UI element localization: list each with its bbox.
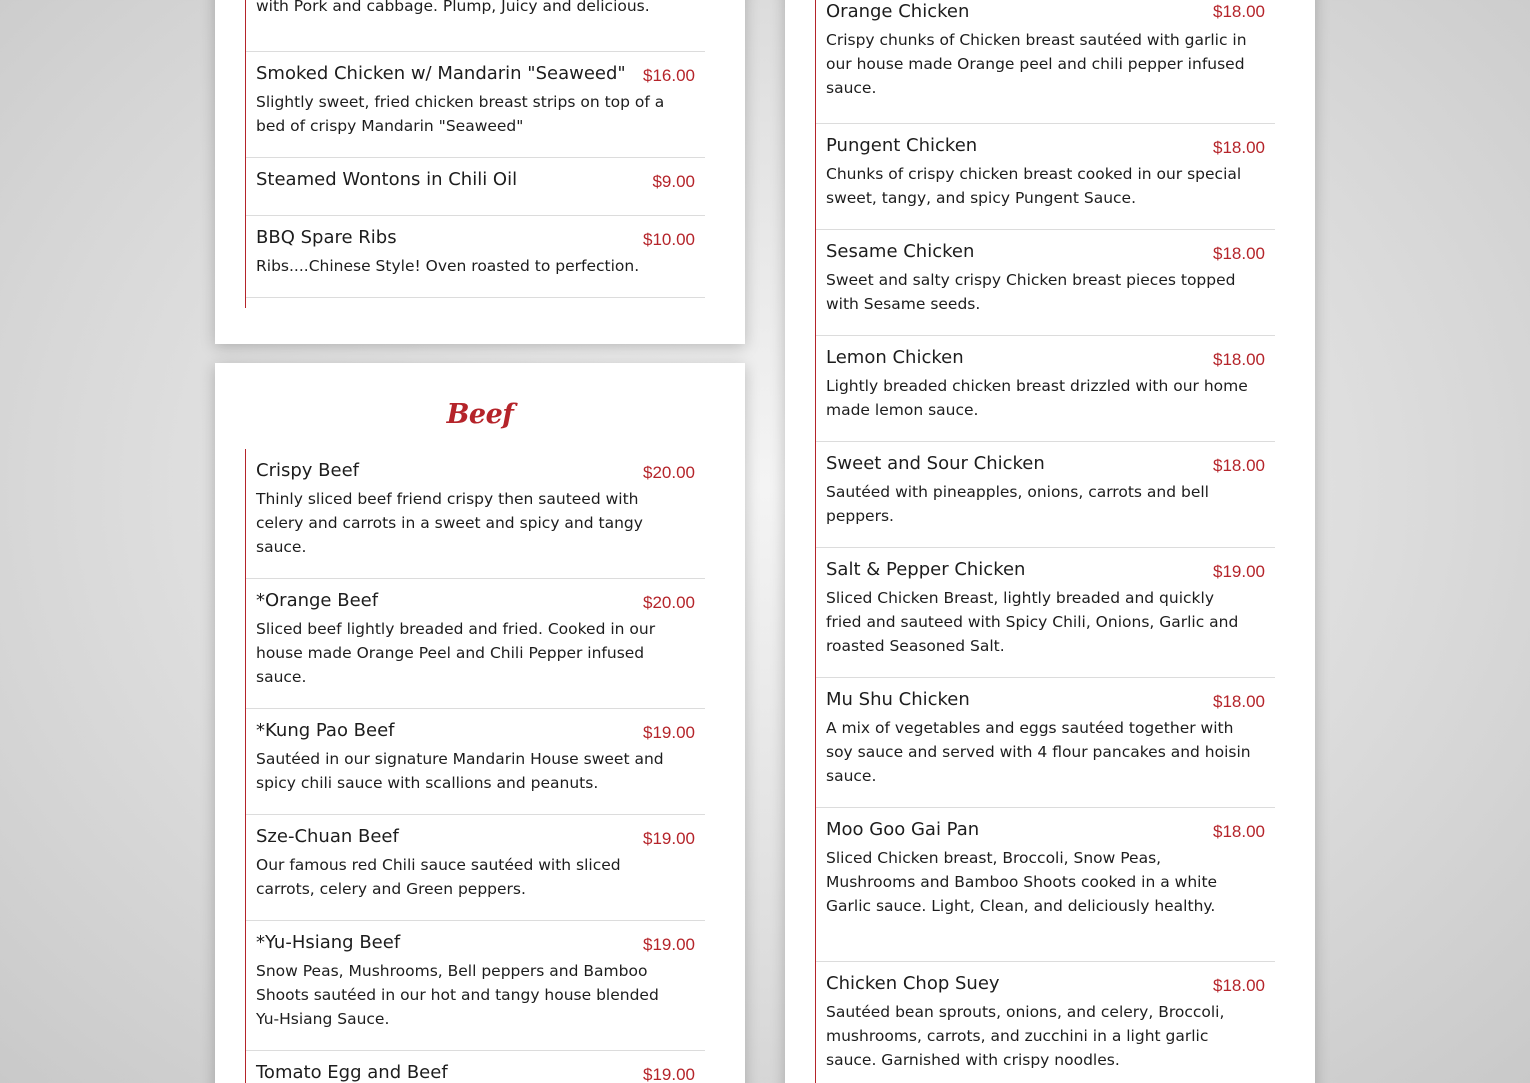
item-price: $9.00: [652, 172, 695, 191]
menu-item: [816, 962, 1275, 1083]
item-price: $19.00: [1213, 562, 1265, 581]
item-price: $19.00: [643, 829, 695, 848]
item-name: Steamed Wontons in Chili Oil: [256, 169, 518, 190]
item-name: Crispy Beef: [256, 460, 359, 481]
item-name: Orange Chicken: [826, 1, 970, 22]
item-description: Sweet and salty crispy Chicken breast pieces topped with Sesame seeds.: [826, 271, 1236, 313]
appetizers-card: [215, 0, 745, 344]
item-description: Ribs....Chinese Style! Oven roasted to perfection.: [256, 257, 640, 275]
menu-item: [816, 808, 1275, 962]
section-title-beef: Beef: [446, 399, 514, 430]
menu-item: [246, 216, 705, 298]
menu-item: [246, 158, 705, 216]
menu-item: [816, 442, 1275, 548]
item-description: Sautéed bean sprouts, onions, and celery, Broccoli, mushrooms, carrots, and zucchini in a light garlic sauce. Garnished with crispy noodles.: [826, 1003, 1225, 1069]
item-name: Smoked Chicken w/ Mandarin "Seaweed": [256, 63, 626, 84]
item-description: Thinly sliced beef friend crispy then sauteed with celery and carrots in a sweet and spicy and tangy sauce.: [256, 490, 643, 556]
item-name: Moo Goo Gai Pan: [826, 819, 980, 840]
item-name: Sweet and Sour Chicken: [826, 453, 1045, 474]
item-price: $18.00: [1213, 976, 1265, 995]
item-price: $16.00: [643, 66, 695, 85]
item-price: $10.00: [643, 230, 695, 249]
item-description: with Pork and cabbage. Plump, Juicy and delicious.: [256, 0, 650, 15]
item-description: Sliced beef lightly breaded and fried. Cooked in our house made Orange Peel and Chili Pepper infused sauce.: [256, 620, 656, 686]
item-name: Tomato Egg and Beef: [256, 1062, 448, 1083]
list-end-spacer: [246, 298, 705, 308]
item-description: Sliced Chicken Breast, lightly breaded and quickly fried and sauteed with Spicy Chili, Onions, Garlic and roasted Seasoned Salt.: [826, 589, 1239, 655]
item-price: $18.00: [1213, 456, 1265, 475]
item-name: BBQ Spare Ribs: [256, 227, 397, 248]
item-description: Sautéed in our signature Mandarin House sweet and spicy chili sauce with scallions and peanuts.: [256, 750, 664, 792]
item-name: Pungent Chicken: [826, 135, 978, 156]
menu-item: [246, 709, 705, 815]
item-description: Lightly breaded chicken breast drizzled with our home made lemon sauce.: [826, 377, 1248, 419]
chicken-card: [785, 0, 1315, 1083]
item-name: Lemon Chicken: [826, 347, 964, 368]
menu-item: [246, 0, 705, 52]
item-description: Sautéed with pineapples, onions, carrots and bell peppers.: [826, 483, 1209, 525]
menu-item: [246, 52, 705, 158]
item-price: $20.00: [643, 463, 695, 482]
item-price: $18.00: [1213, 2, 1265, 21]
item-name: Mu Shu Chicken: [826, 689, 970, 710]
menu-item: [816, 678, 1275, 808]
menu-item: [246, 579, 705, 709]
menu-item: [816, 548, 1275, 678]
item-name: *Kung Pao Beef: [256, 720, 395, 741]
menu-item: [246, 921, 705, 1051]
menu-item: [246, 1051, 705, 1083]
menu-item: [246, 815, 705, 921]
chicken-list: [815, 0, 1275, 1083]
menu-item: [816, 124, 1275, 230]
item-price: $19.00: [643, 1065, 695, 1083]
item-name: Salt & Pepper Chicken: [826, 559, 1026, 580]
beef-card: [215, 363, 745, 1083]
item-price: $18.00: [1213, 244, 1265, 263]
item-description: Crispy chunks of Chicken breast sautéed with garlic in our house made Orange peel and chili pepper infused sauce.: [826, 31, 1247, 97]
menu-item: [816, 0, 1275, 124]
menu-item: [246, 449, 705, 579]
item-price: $18.00: [1213, 350, 1265, 369]
item-description: Slightly sweet, fried chicken breast strips on top of a bed of crispy Mandarin "Seaweed": [256, 93, 665, 135]
item-price: $19.00: [643, 935, 695, 954]
menu-item: [816, 230, 1275, 336]
item-price: $19.00: [643, 723, 695, 742]
item-name: Sze-Chuan Beef: [256, 826, 399, 847]
item-price: $18.00: [1213, 138, 1265, 157]
item-name: *Orange Beef: [256, 590, 379, 611]
item-description: Snow Peas, Mushrooms, Bell peppers and Bamboo Shoots sautéed in our hot and tangy house blended Yu-Hsiang Sauce.: [256, 962, 659, 1028]
item-price: $18.00: [1213, 822, 1265, 841]
item-price: $18.00: [1213, 692, 1265, 711]
item-name: *Yu-Hsiang Beef: [256, 932, 401, 953]
beef-list: [245, 449, 705, 1083]
appetizers-list: [245, 0, 705, 308]
menu-item: [816, 336, 1275, 442]
item-description: A mix of vegetables and eggs sautéed together with soy sauce and served with 4 flour pancakes and hoisin sauce.: [826, 719, 1251, 785]
item-name: Sesame Chicken: [826, 241, 975, 262]
item-price: $20.00: [643, 593, 695, 612]
item-description: Chunks of crispy chicken breast cooked in our special sweet, tangy, and spicy Pungent Sauce.: [826, 165, 1242, 207]
item-name: Chicken Chop Suey: [826, 973, 1000, 994]
item-description: Sliced Chicken breast, Broccoli, Snow Peas, Mushrooms and Bamboo Shoots cooked in a white Garlic sauce. Light, Clean, and deliciously healthy.: [826, 849, 1218, 915]
item-description: Our famous red Chili sauce sautéed with sliced carrots, celery and Green peppers.: [256, 856, 621, 898]
